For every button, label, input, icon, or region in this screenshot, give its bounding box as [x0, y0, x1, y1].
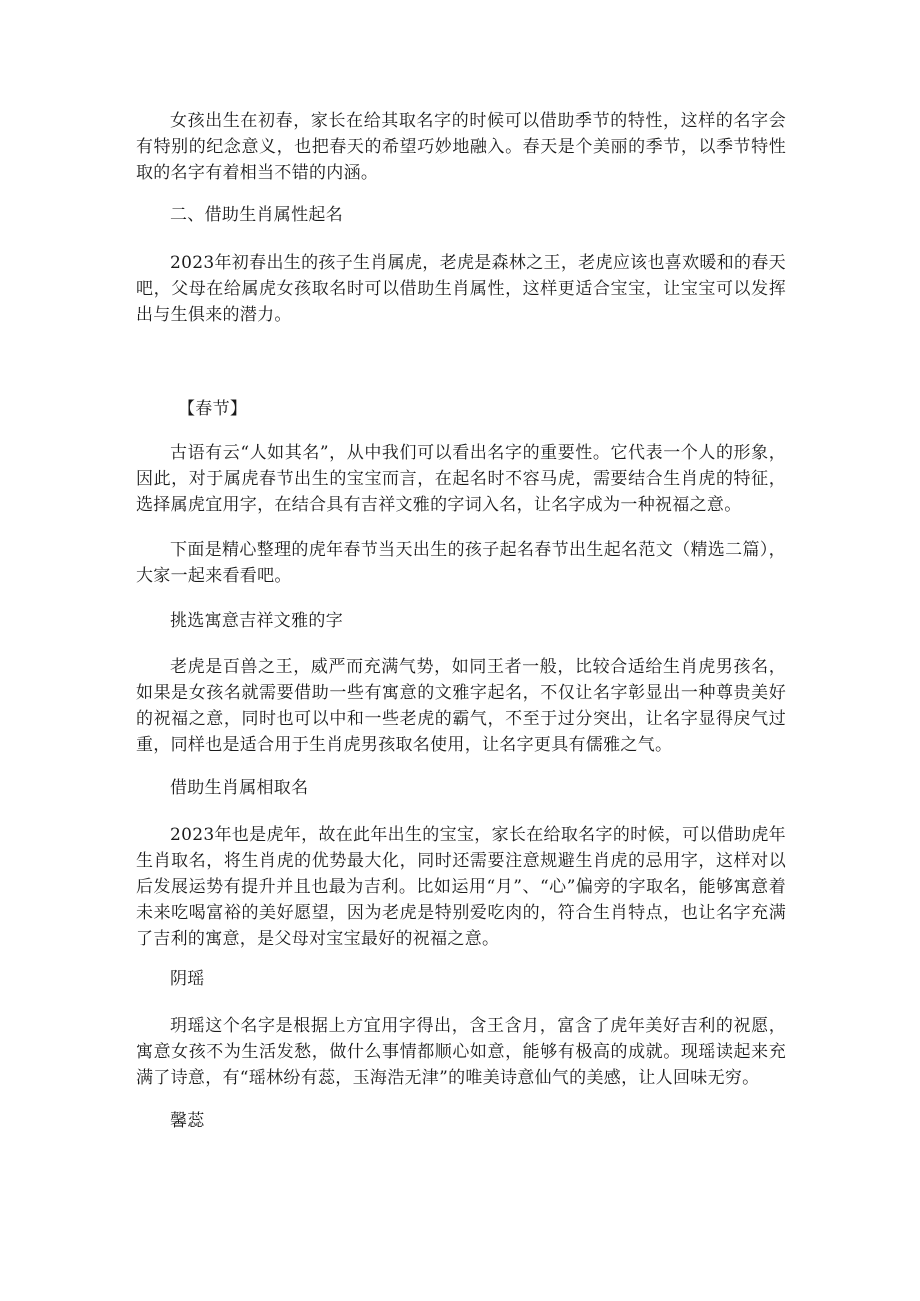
paragraph-intro: 女孩出生在初春，家长在给其取名字的时候可以借助季节的特性，这样的名字会有特别的纪念意义，也把春天的希望巧妙地融入。春天是个美丽的季节，以季节特性取的名字有着相当不错的内涵。: [136, 111, 786, 183]
paragraph-selection-intro: 下面是精心整理的虎年春节当天出生的孩子起名春节出生起名范文（精选二篇），大家一起来看看吧。: [136, 540, 786, 586]
paragraph-yueyao-meaning: 玥瑶这个名字是根据上方宜用字得出，含王含月，富含了虎年美好吉利的祝愿，寓意女孩不为生活发愁，做什么事情都顺心如意，能够有极高的成就。现瑶读起来充满了诗意，有“瑶林纷有蕊，玉海浩无津”的唯美诗意仙气的美感，让人回味无穷。: [136, 1016, 786, 1088]
paragraph-name-importance: 古语有云“人如其名”，从中我们可以看出名字的重要性。它代表一个人的形象，因此，对于属虎春节出生的宝宝而言，在起名时不容马虎，需要结合生肖虎的特征，选择属虎宜用字，在结合具有吉祥文雅的字词入名，让名字成为一种祝福之意。: [136, 443, 786, 515]
paragraph-elegant-characters: 老虎是百兽之王，威严而充满气势，如同王者一般，比较合适给生肖虎男孩名，如果是女孩名就需要借助一些有寓意的文雅字起名，不仅让名字彰显出一种尊贵美好的祝福之意，同时也可以中和一些老虎的霸气，不至于过分突出，让名字显得戾气过重，同样也是适合用于生肖虎男孩取名使用，让名字更具有儒雅之气。: [136, 657, 786, 755]
section-heading-zodiac-naming: 借助生肖属相取名: [170, 778, 309, 798]
section-heading-spring-festival: 【春节】: [178, 399, 248, 419]
section-heading-zodiac: 二、借助生肖属性起名: [170, 205, 343, 225]
paragraph-zodiac-naming: 2023年也是虎年，故在此年出生的宝宝，家长在给取名字的时候，可以借助虎年生肖取名，将生肖虎的优势最大化，同时还需要注意规避生肖虎的忌用字，这样对以后发展运势有提升并且也最为吉利。比如运用“月”、“心”偏旁的字取名，能够寓意着未来吃喝富裕的美好愿望，因为老虎是特别爱吃肉的，符合生肖特点，也让名字充满了吉利的寓意，是父母对宝宝最好的祝福之意。: [136, 825, 786, 949]
section-heading-elegant-characters: 挑选寓意吉祥文雅的字: [170, 611, 343, 631]
name-heading-yinyao: 阴瑶: [170, 969, 205, 989]
paragraph-zodiac: 2023年初春出生的孩子生肖属虎，老虎是森林之王，老虎应该也喜欢暖和的春天吧，父母在给属虎女孩取名时可以借助生肖属性，这样更适合宝宝，让宝宝可以发挥出与生俱来的潜力。: [136, 253, 786, 325]
name-heading-xinrui: 馨蕊: [170, 1111, 205, 1131]
